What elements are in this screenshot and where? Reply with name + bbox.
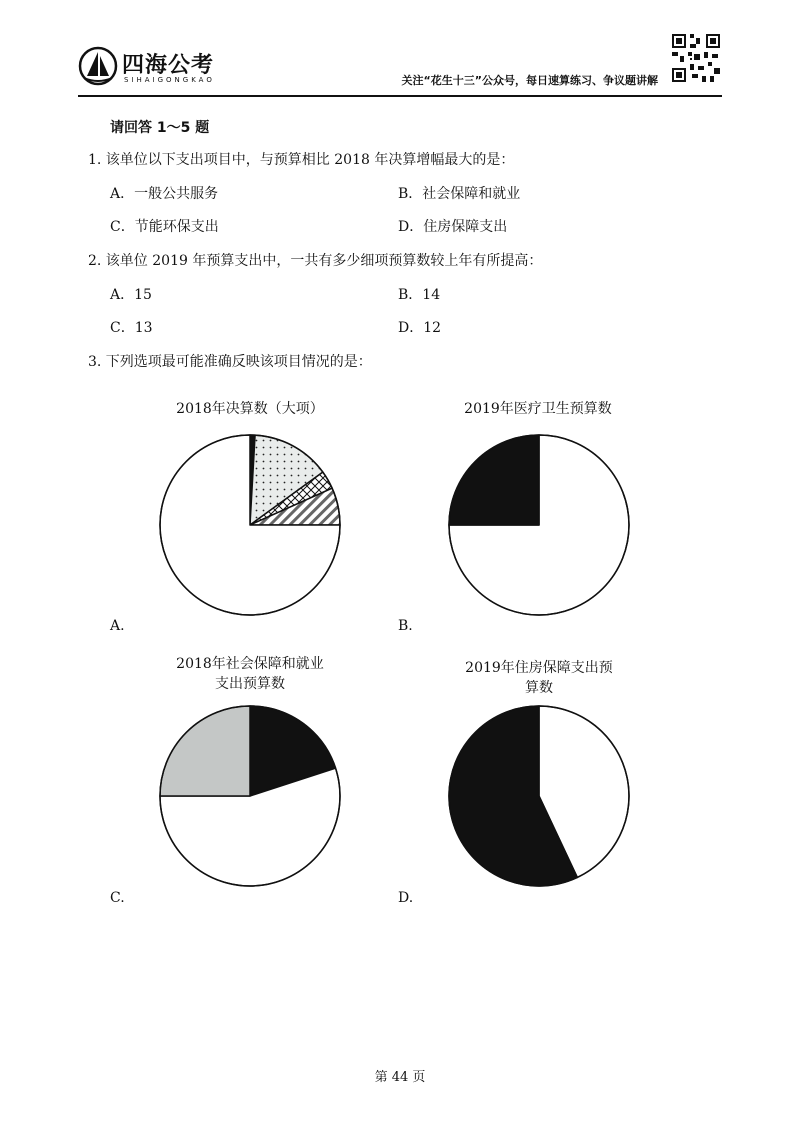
logo-subtext: SIHAIGONGKAO	[124, 76, 215, 84]
page-header	[78, 30, 722, 94]
question-2-stem: 2. 该单位 2019 年预算支出中，一共有多少细项预算数较上年有所提高：	[88, 253, 543, 269]
page-number: 第 44 页	[374, 1070, 426, 1085]
chart-a-option-label: A.	[110, 618, 125, 634]
question-1-option-d: D．住房保障支出	[398, 219, 508, 235]
chart-c-title-line-2: 支出预算数	[215, 676, 285, 692]
pie-chart-a	[155, 430, 345, 620]
instruction: 请回答 1～5 题	[110, 120, 210, 136]
header-slogan: 关注“花生十三”公众号，每日速算练习、争议题讲解	[401, 74, 658, 87]
chart-d-title-line-1: 2019年住房保障支出预	[465, 660, 613, 676]
question-2-option-b: B．14	[398, 287, 441, 303]
chart-b-option-label: B.	[398, 618, 413, 634]
pie-chart-c	[155, 701, 345, 891]
header-divider	[78, 95, 722, 97]
chart-c-title-line-1: 2018年社会保障和就业	[176, 656, 324, 672]
logo-text: 四海公考	[122, 53, 215, 78]
pie-b-slice-2	[449, 435, 539, 525]
pie-chart-d	[444, 701, 634, 891]
question-2-option-a: A．15	[110, 287, 152, 303]
question-2-option-c: C．13	[110, 320, 153, 336]
chart-b-title: 2019年医疗卫生预算数	[464, 401, 612, 417]
question-1-stem: 1. 该单位以下支出项目中，与预算相比 2018 年决算增幅最大的是：	[88, 152, 515, 168]
question-1-option-a: A．一般公共服务	[110, 186, 219, 202]
chart-d-title-line-2: 算数	[525, 680, 553, 696]
question-3-stem: 3. 下列选项最可能准确反映该项目情况的是：	[88, 354, 372, 370]
question-1-option-c: C．节能环保支出	[110, 219, 219, 235]
qr-code-icon	[670, 32, 722, 84]
question-2-option-d: D．12	[398, 320, 442, 336]
sailboat-logo-icon	[78, 46, 118, 86]
chart-c-option-label: C.	[110, 890, 125, 906]
chart-d-option-label: D.	[398, 890, 414, 906]
chart-a-title: 2018年决算数（大项）	[176, 401, 324, 417]
question-1-option-b: B．社会保障和就业	[398, 186, 521, 202]
pie-c-slice-3	[160, 706, 250, 796]
pie-chart-b	[444, 430, 634, 620]
